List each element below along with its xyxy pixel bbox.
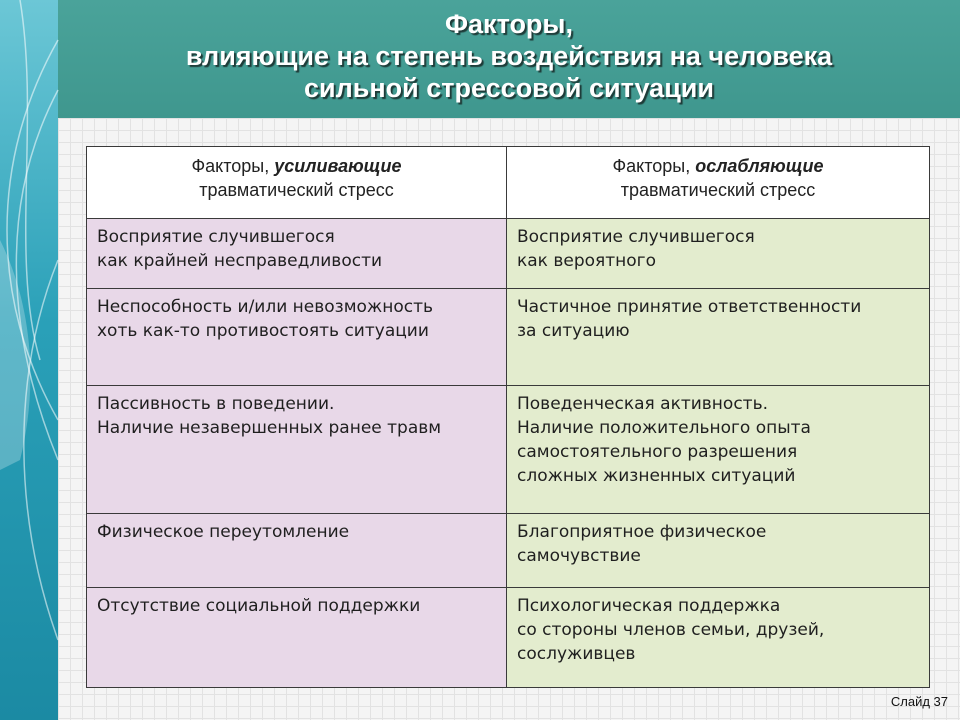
left-decorative-band (0, 0, 58, 720)
weakening-cell (507, 386, 930, 514)
table-row (87, 219, 930, 289)
cell-text-line: Психологическая поддержка (517, 596, 781, 616)
table-row (87, 289, 930, 386)
cell-text-line: за ситуацию (517, 321, 630, 341)
cell-text-line: со стороны членов семьи, друзей, (517, 620, 825, 640)
header-right-emphasis: ослабляющие (695, 156, 824, 176)
cell-text-line: сослуживцев (517, 644, 636, 664)
title-line-2: влияющие на степень воздействия на человека (185, 41, 833, 71)
cell-text-line: Восприятие случившегося (97, 227, 335, 247)
cell-text-line: как вероятного (517, 251, 657, 271)
cell-text-line: Пассивность в поведении. (97, 394, 335, 414)
strengthening-cell (87, 514, 507, 588)
title-line-1: Факторы, (445, 9, 573, 39)
title-line-3: сильной стрессовой ситуации (304, 73, 714, 103)
cell-text-line: как крайней несправедливости (97, 251, 383, 271)
slide-number: Слайд 37 (890, 694, 948, 709)
header-left-prefix: Факторы, (191, 156, 275, 176)
weakening-cell (507, 588, 930, 688)
cell-text-line: Наличие положительного опыта (517, 418, 811, 438)
strengthening-cell (87, 219, 507, 289)
cell-text-line: Неспособность и/или невозможность (97, 297, 434, 317)
weakening-cell (507, 514, 930, 588)
page-title (58, 8, 960, 104)
factors-table (86, 146, 930, 688)
cell-text-line: Благоприятное физическое (517, 522, 767, 542)
header-right-suffix: травматический стресс (620, 180, 816, 200)
cell-text-line: сложных жизненных ситуаций (517, 466, 796, 486)
header-right-prefix: Факторы, (612, 156, 696, 176)
header-left-suffix: травматический стресс (199, 180, 394, 200)
cell-text-line: Физическое переутомление (97, 522, 350, 542)
header-strengthening (87, 147, 507, 219)
cell-text-line: Отсутствие социальной поддержки (97, 596, 421, 616)
header-weakening (507, 147, 930, 219)
cell-text-line: самочувствие (517, 546, 641, 566)
cell-text-line: Наличие незавершенных ранее травм (97, 418, 442, 438)
cell-text-line: самостоятельного разрешения (517, 442, 798, 462)
table-header-row (87, 147, 930, 219)
weakening-cell (507, 219, 930, 289)
table-row (87, 588, 930, 688)
cell-text-line: Поведенческая активность. (517, 394, 768, 414)
cell-text-line: Частичное принятие ответственности (517, 297, 862, 317)
table-row (87, 386, 930, 514)
weakening-cell (507, 289, 930, 386)
strengthening-cell (87, 386, 507, 514)
header-left-emphasis: усиливающие (274, 156, 402, 176)
cell-text-line: Восприятие случившегося (517, 227, 755, 247)
strengthening-cell (87, 289, 507, 386)
cell-text-line: хоть как-то противостоять ситуации (97, 321, 429, 341)
table-row (87, 514, 930, 588)
strengthening-cell (87, 588, 507, 688)
